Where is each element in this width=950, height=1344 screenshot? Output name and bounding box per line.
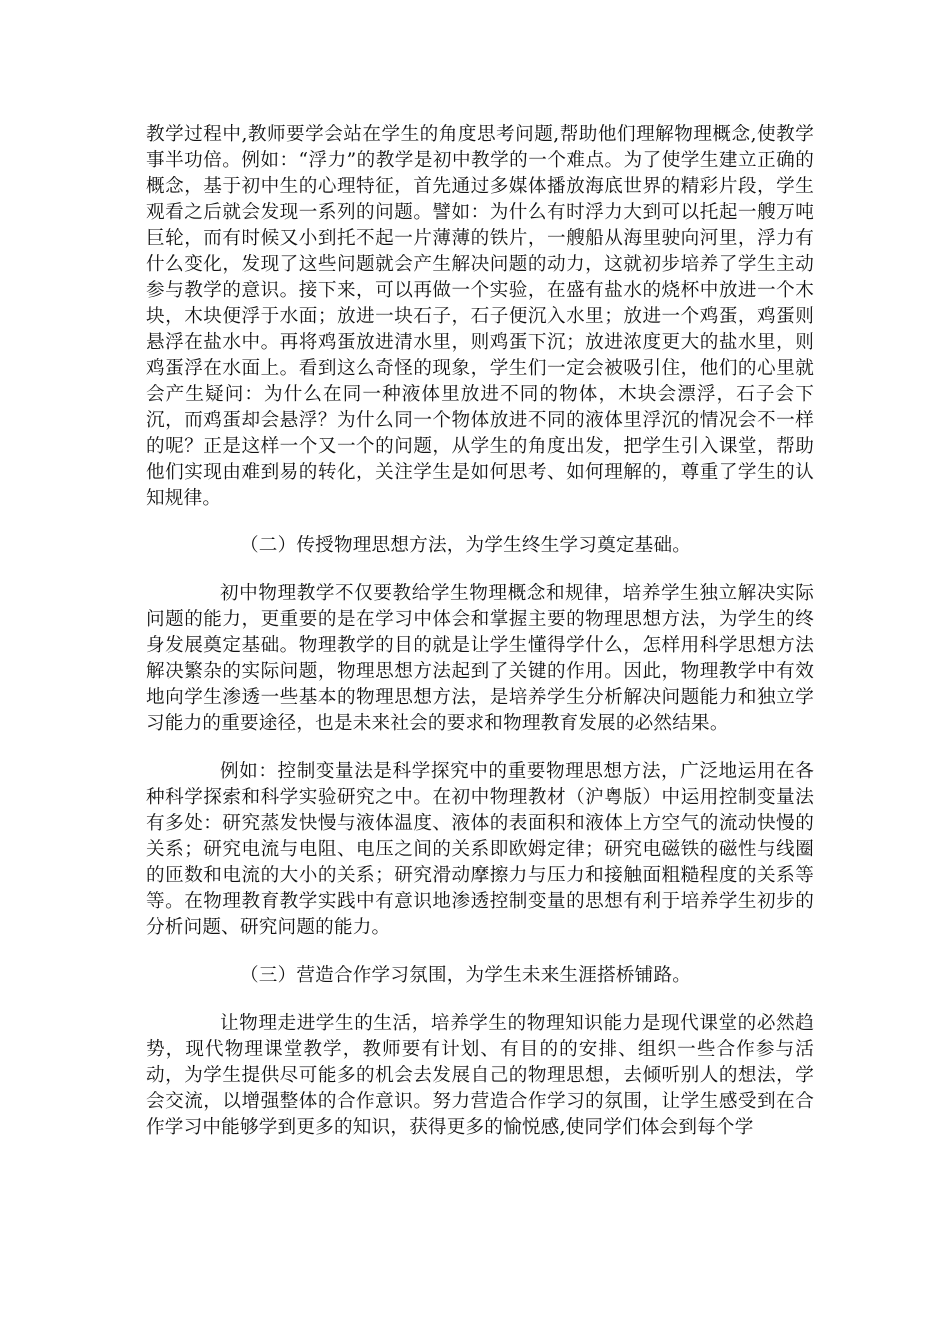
spacer: [146, 989, 814, 1011]
paragraph-buoyancy-example: 教学过程中,教师要学会站在学生的角度思考问题,帮助他们理解物理概念,使教学事半功倍。例如：“浮力”的教学是初中教学的一个难点。为了使学生建立正确的概念，基于初中生的心理特征，首先通过多媒体播放海底世界的精彩片段，学生观看之后就会发现一系列的问题。譬如：为什么有时浮力大到可以托起一艘万吨巨轮，而有时候又小到托不起一片薄薄的铁片，一艘船从海里驶向河里，浮力有什么变化，发现了这些问题就会产生解决问题的动力，这就初步培养了学生主动参与教学的意识。接下来，可以再做一个实验，在盛有盐水的烧杯中放进一个木块，木块便浮于水面；放进一块石子，石子便沉入水里；放进一个鸡蛋，鸡蛋则悬浮在盐水中。再将鸡蛋放进清水里，则鸡蛋下沉；放进浓度更大的盐水里，则鸡蛋浮在水面上。看到这么奇怪的现象，学生们一定会被吸引住，他们的心里就会产生疑问：为什么在同一种液体里放进不同的物体，木块会漂浮，石子会下沉，而鸡蛋却会悬浮？为什么同一个物体放进不同的液体里浮沉的情况会不一样的呢？正是这样一个又一个的问题，从学生的角度出发，把学生引入课堂，帮助他们实现由难到易的转化，关注学生是如何思考、如何理解的，尊重了学生的认知规律。: [146, 124, 814, 509]
section-heading-3: （三）营造合作学习氛围，为学生未来生涯搭桥铺路。: [240, 965, 692, 986]
document-body: [146, 122, 814, 1141]
spacer: [146, 941, 814, 963]
paragraph-control-variables: 例如：控制变量法是科学探究中的重要物理思想方法，广泛地运用在各种科学探索和科学实验研究之中。在初中物理教材（沪粤版）中运用控制变量法有多处：研究蒸发快慢与液体温度、液体的表面积和液体上方空气的流动快慢的关系；研究电流与电阻、电压之间的关系即欧姆定律；研究电磁铁的磁性与线圈的匝数和电流的大小的关系；研究滑动摩擦力与压力和接触面粗糙程度的关系等等。在物理教育教学实践中有意识地渗透控制变量的思想有利于培养学生初步的分析问题、研究问题的能力。: [146, 761, 814, 938]
spacer: [146, 559, 814, 581]
paragraph-cooperative-learning: 让物理走进学生的生活，培养学生的物理知识能力是现代课堂的必然趋势，现代物理课堂教学，教师要有计划、有目的的安排、组织一些合作参与活动，为学生提供尽可能多的机会去发展自己的物理思想，去倾听别人的想法，学会交流，以增强整体的合作意识。努力营造合作学习的氛围，让学生感受到在合作学习中能够学到更多的知识，获得更多的愉悦感,使同学们体会到每个学: [146, 1013, 814, 1138]
spacer: [146, 737, 814, 759]
section-heading-2: （二）传授物理思想方法，为学生终生学习奠定基础。: [240, 535, 692, 556]
spacer: [146, 512, 814, 533]
paragraph-physics-thinking: 初中物理教学不仅要教给学生物理概念和规律，培养学生独立解决实际问题的能力，更重要的是在学习中体会和掌握主要的物理思想方法，为学生的终身发展奠定基础。物理教学的目的就是让学生懂得学什么，怎样用科学思想方法解决繁杂的实际问题，物理思想方法起到了关键的作用。因此，物理教学中有效地向学生渗透一些基本的物理思想方法，是培养学生分析解决问题能力和独立学习能力的重要途径，也是未来社会的要求和物理教育发展的必然结果。: [146, 583, 814, 734]
